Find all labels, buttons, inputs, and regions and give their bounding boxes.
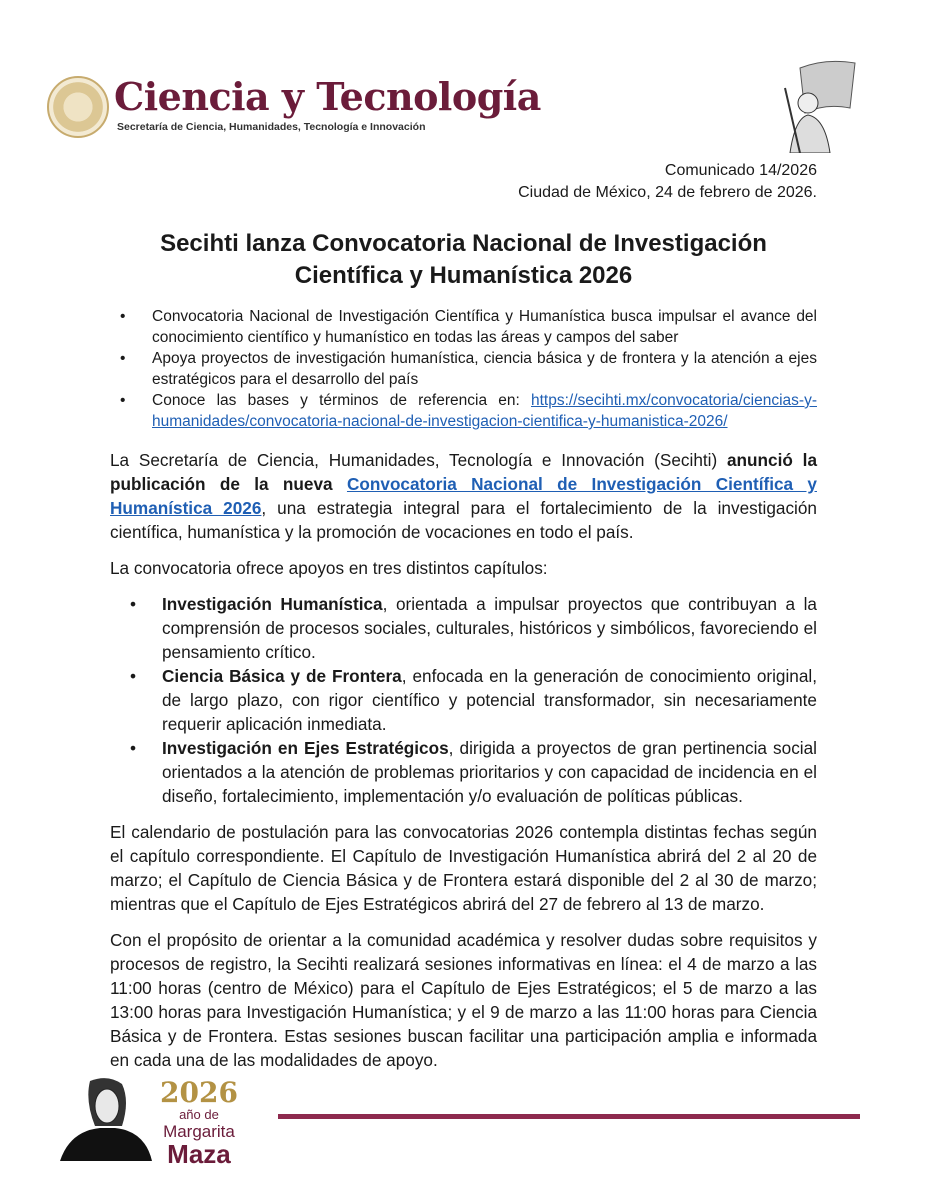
page-title: Secihti lanza Convocatoria Nacional de Investigación Científica y Humanística 2026 [160, 230, 767, 289]
list-item: • Apoya proyectos de investigación humanística, ciencia básica y de frontera y la atención a ejes estratégicos para el desarrollo del país [120, 348, 817, 390]
footer-maza: Maza [167, 1139, 231, 1169]
brand-logo-text: Ciencia y Tecnología [114, 74, 541, 119]
footer-ano-de: año de [179, 1107, 219, 1122]
paragraph-calendar: El calendario de postulación para las convocatorias 2026 contempla distintas fechas según el capítulo correspondiente. El Capítulo de Investigación Humanística abrirá del 2 al 20 de marzo; el Capítulo de Ciencia Básica y de Frontera estará disponible del 2 al 30 de marzo; mientras que el Capítulo de Ejes Estratégicos abrirá del 27 de febrero al 13 de marzo. [110, 822, 817, 914]
paragraph-intro [110, 448, 817, 544]
paragraph-sessions: Con el propósito de orientar a la comunidad académica y resolver dudas sobre requisitos y procesos de registro, la Secihti realizará sesiones informativas en línea: el 4 de marzo a las 11:00 horas (centro de México) para el Capítulo de Ejes Estratégicos; el 5 de marzo a las 13:00 horas para Investigación Humanística; y el 9 de marzo a las 11:00 horas para Ciencia Básica y de Frontera. Estas sesiones buscan facilitar una participación amplia e informada en cada una de las modalidades de apoyo. [110, 930, 817, 1070]
list-item [130, 592, 817, 664]
chapter-name: Investigación en Ejes Estratégicos [162, 738, 449, 758]
bases-link[interactable]: https://secihti.mx/convocatoria/ciencias-y-humanidades/convocatoria-nacional-de-investigacion-cientifica-y-humanistica-2026/ [152, 392, 817, 430]
convocatoria-link[interactable]: Convocatoria Nacional de Investigación Científica y Humanística 2026 [110, 474, 817, 518]
text: La Secretaría de Ciencia, Humanidades, Tecnología e Innovación (Secihti) [110, 450, 727, 470]
summary-bullets [120, 306, 817, 432]
footer-margarita: Margarita [163, 1122, 235, 1141]
list-item [120, 390, 817, 432]
list-item [130, 664, 817, 736]
list-item: • Convocatoria Nacional de Investigación Científica y Humanística busca impulsar el avance del conocimiento científico y humanístico en todas las áreas y campos del saber [120, 306, 817, 348]
paragraph-chapters-intro: La convocatoria ofrece apoyos en tres distintos capítulos: [110, 558, 548, 578]
coat-of-arms-seal-icon [47, 76, 109, 138]
chapter-text: , enfocada en la generación de conocimiento original, de largo plazo, con rigor científico y potencial transformador, sin necesariamente requerir aplicación inmediata. [162, 666, 818, 734]
place-date: Ciudad de México, 24 de febrero de 2026. [518, 184, 817, 201]
list-item [130, 736, 817, 808]
footer [0, 1076, 927, 1169]
release-meta [110, 160, 817, 204]
chapters-list [130, 592, 817, 808]
chapter-text: , dirigida a proyectos de gran pertinencia social orientados a la atención de problemas prioritarios y con capacidad de incidencia en el diseño, fortalecimiento, implementación y/o evaluación de políticas públicas. [162, 738, 818, 806]
chapter-text: , orientada a impulsar proyectos que contribuyan a la comprensión de procesos sociales, culturales, históricos y simbólicos, favoreciendo el pensamiento crítico. [162, 594, 817, 662]
brand-subtitle: Secretaría de Ciencia, Humanidades, Tecnología e Innovación [117, 121, 426, 133]
chapter-name: Investigación Humanística [162, 594, 383, 614]
margarita-maza-portrait-icon [60, 1076, 156, 1161]
bullet-text: Conoce las bases y términos de referencia en: [152, 392, 531, 409]
footer-divider [278, 1114, 860, 1119]
chapter-name: Ciencia Básica y de Frontera [162, 666, 402, 686]
text [333, 474, 347, 494]
footer-year: 2026 [160, 1076, 238, 1109]
text: , una estrategia integral para el fortalecimiento de la investigación científica, humanística y la promoción de vocaciones en todo el país. [110, 498, 817, 542]
flag-heroine-illustration-icon [770, 58, 860, 153]
release-number: Comunicado 14/2026 [664, 162, 817, 179]
bold-text: anunció la publicación de la nueva [110, 450, 817, 494]
footer-year-logo [160, 1078, 238, 1168]
